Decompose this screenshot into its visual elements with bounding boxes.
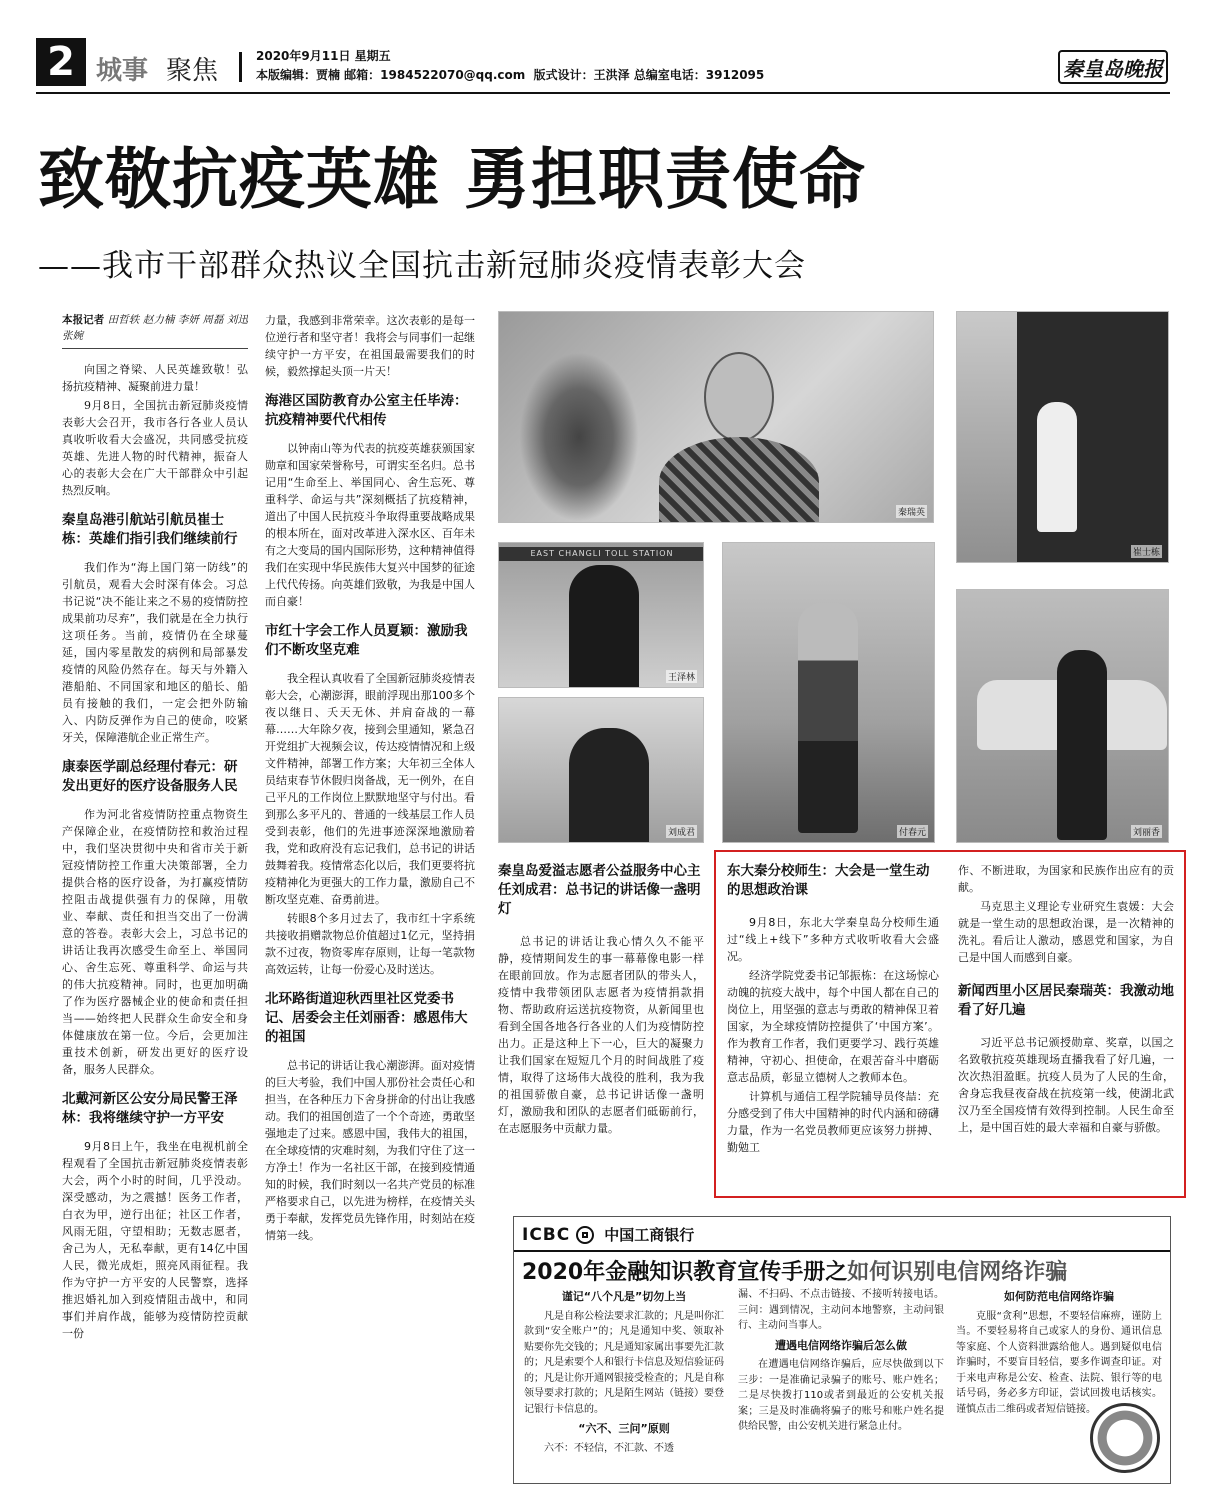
article-column-3 xyxy=(498,862,704,1192)
photo-cui-shidong xyxy=(956,311,1169,563)
issue-date: 2020年9月11日 星期五 xyxy=(256,49,391,63)
lead-paragraph-1: 向国之脊梁、人民英雄致敬！弘扬抗疫精神、凝聚前进力量！ xyxy=(62,363,248,393)
paragraph-wang: 9月8日上午，我坐在电视机前全程观看了全国抗击新冠肺炎疫情表彰大会，两个小时的时间，几乎没动。深受感动，为之震撼！医务工作者，白衣为甲，逆行出征；社区工作者，风雨无阻，守望相助；无数志愿者，舍己为人，无私奉献，更有14亿中国人民，微光成炬，照亮风雨征程。我作为守护一方平安的人民警察，选择推迟婚礼加入到疫情阻击战中，和同事们并肩作战，能够为疫情防控贡献一份 xyxy=(62,1140,248,1340)
ad-text-prevention: 克服“贪利”思想，不要轻信麻痹，谨防上当。不要轻易将自己或家人的身份、通讯信息等家庭、个人资料泄露给他人。遇到疑似电信诈骗时，不要盲目轻信，要多作调查印证。对于来电声称是公安、检查、法院、银行等的电话号码，务必多方印证，尝试回拨电话核实。谨慎点击二维码或者短信链接。 xyxy=(956,1310,1162,1415)
subhead-fu: 康泰医学副总经理付春元：研发出更好的医疗设备服务人民 xyxy=(62,759,238,794)
photo-caption: 刘丽香 xyxy=(1131,825,1162,838)
subhead-dongda: 东大秦分校师生：大会是一堂生动的思想政治课 xyxy=(727,863,930,898)
paragraph-liu: 总书记的讲话让我心潮澎湃。面对疫情的巨大考验，我们中国人那份社会责任心和担当，在各种压力下舍身拼命的付出让我感动。我们的祖国创造了一个个奇迹，勇敢坚强地走了过来。感恩中国，我伟大的祖国，在全球疫情的灾难时刻，为我们守住了这一方净土！作为一名社区干部，在接到疫情通知的时候，我们时刻以一名共产党员的标准严格要求自己，以先进为榜样，在疫情关头勇于奉献，发挥党员先锋作用，时刻站在疫情第一线。 xyxy=(265,1059,475,1242)
ad-text-response: 在遭遇电信网络诈骗后，应尽快做到以下三步：一是准确记录骗子的账号、账户姓名；二是尽快拨打110或者到最近的公安机关报案；三是及时准确将骗子的账号和账户姓名提供给民警，由公安机关进行紧急止付。 xyxy=(738,1359,944,1432)
bank-name: 中国工商银行 xyxy=(604,1226,695,1244)
photo-caption: 刘成君 xyxy=(666,825,697,838)
subhead-cui: 秦皇岛港引航站引航员崔士栋：英雄们指引我们继续前行 xyxy=(62,512,238,547)
ad-text-principle: 六不：不轻信，不汇款、不透 xyxy=(544,1442,674,1454)
photo-caption: 付春元 xyxy=(897,825,928,838)
paragraph-liu-chengjun: 总书记的讲话让我心情久久不能平静，疫情期间发生的事一幕幕像电影一样在眼前回放。作为志愿者团队的带头人，疫情中我带领团队志愿者为疫情捐款捐物、帮助政府运送抗疫物资，从新闻里也看到全国各地各行各业的人们为疫情防控出力。正是这种上下一心，巨大的凝聚力让我们国家在短短几个月的时间战胜了疫情，取得了这场伟大战役的胜利，我为我的祖国骄傲自豪，总书记讲话像一盏明灯，激励我和团队的志愿者们砥砺前行，在志愿服务中贡献力量。 xyxy=(498,935,704,1135)
ad-title-a: 2020年金融知识教育宣传手册之 xyxy=(522,1260,848,1285)
photo-qin-ruiying xyxy=(498,311,934,523)
photo-sweeper xyxy=(1057,650,1107,840)
paragraph-dongda-2: 经济学院党委书记邹振栋：在这场惊心动魄的抗疫大战中，每个中国人都在自己的岗位上，用坚强的意志与勇敢的精神保卫着国家，为全球疫情防控提供了‘中国方案’。作为教育工作者，我们更要学习、践行英雄精神，守初心、担使命，在艰苦奋斗中磨砺意志品质，彰显立德树人之教师本色。 xyxy=(727,969,939,1084)
page-number-box: 2 xyxy=(36,38,86,86)
paragraph-xia-2: 转眼8个多月过去了，我市红十字系统共接收捐赠款物总价值超过1亿元，坚持捐款不过夜，物资零库存原则，让每一笔款物高效运转，让每一份爱心及时送达。 xyxy=(265,912,475,976)
byline xyxy=(62,312,248,349)
icbc-logo xyxy=(522,1224,694,1245)
photo-caption: 王泽林 xyxy=(666,670,697,683)
lead-paragraph-2: 9月8日，全国抗击新冠肺炎疫情表彰大会召开，我市各行各业人员认真收听收看大会盛况，共同感受抗疫英雄、先进人物的时代精神，振奋人心的表彰大会在广大干部群众中引起热烈反响。 xyxy=(62,399,248,497)
paragraph-fu: 作为河北省疫情防控重点物资生产保障企业，在疫情防控和救治过程中，我们坚决贯彻中央和省市关于新冠疫情防控工作重大决策部署，全力提供合格的医疗设备，为打赢疫情防控阻击战提供强有力的保障，用敬业、奉献、责任和担当交出了一份满意的答卷。表彰大会上，习总书记的讲话让我再次感受生命至上、举国同心、舍生忘死、尊重科学、命运与共的伟大抗疫精神。同时，也更加明确了作为医疗器械企业的使命和责任担当——始终把人民群众生命安全和身体健康放在第一位。今后，会更加注重技术创新，研发出更好的医疗设备，服务人民群众。 xyxy=(62,808,248,1076)
paragraph-qin-ruiying: 习近平总书记颁授勋章、奖章，以国之名致敬抗疫英雄现场直播我看了好几遍，一次次热泪盈眶。抗疫人员为了人民的生命，舍身忘我昼夜奋战在抗疫第一线，使湖北武汉乃至全国疫情有效得到控制。人民生命至上，是中国百姓的最大幸福和自豪与骄傲。 xyxy=(958,1036,1174,1134)
paragraph-wang-cont: 力量，我感到非常荣幸。这次表彰的是每一位逆行者和坚守者！我将会与同事们一起继续守护一方平安，在祖国最需要我们的时候，毅然撑起头顶一片天！ xyxy=(265,314,475,378)
highlight-column-right xyxy=(958,862,1174,1192)
ad-heading-rules: 谨记“八个凡是”切勿上当 xyxy=(561,1290,687,1303)
ad-column-2 xyxy=(738,1287,944,1483)
section-label-a: 城事 xyxy=(96,56,149,86)
section-label-b: 聚焦 xyxy=(166,56,219,86)
ad-heading-principle: “六不、三问”原则 xyxy=(578,1422,670,1435)
highlight-column-left xyxy=(727,862,939,1192)
sub-headline: ——我市干部群众热议全国抗击新冠肺炎疫情表彰大会 xyxy=(38,248,806,284)
masthead-text: 秦皇岛晚报 xyxy=(1063,56,1163,81)
photo-person-face xyxy=(704,352,774,442)
ad-text-rules: 凡是自称公检法要求汇款的；凡是叫你汇款到“安全账户”的；凡是通知中奖、领取补贴要你先交钱的；凡是通知家属出事要先汇款的；凡是索要个人和银行卡信息及短信验证码的；凡是让你开通网银接受检查的；凡是自称领导要求打款的；凡是陌生网站（链接）要登记银行卡信息的。 xyxy=(524,1310,724,1415)
photo-wang-zelin xyxy=(498,542,704,688)
paragraph-bi: 以钟南山等为代表的抗疫英雄获颁国家勋章和国家荣誉称号，可谓实至名归。总书记用“生命至上、举国同心、舍生忘死、尊重科学、命运与共”深刻概括了抗疫精神，道出了中国人民抗疫斗争取得重要战略成果的根本所在，面对改革进入深水区、百年未有之大变局的国内国际形势，这种精神值得我们在实现中华民族伟大复兴中国梦的征途上代代传扬。向英雄们致敬，为我是中国人而自豪！ xyxy=(265,442,475,608)
article-column-1 xyxy=(62,312,248,1482)
subhead-xia: 市红十字会工作人员夏颖：激励我们不断攻坚克难 xyxy=(265,623,468,658)
ad-text-principle-cont: 漏、不扫码、不点击链接、不接听转接电话。三问：遇到情况，主动问本地警察，主动问银行、主动问当事人。 xyxy=(738,1289,944,1331)
ad-title xyxy=(522,1255,1067,1286)
ad-column-1 xyxy=(524,1285,724,1483)
ad-top-rule xyxy=(514,1250,1170,1252)
photo-liu-lixiang xyxy=(956,589,1169,843)
paragraph-cui: 我们作为“海上国门第一防线”的引航员，观看大会时深有体会。习总书记说“决不能让来之不易的疫情防控成果前功尽弃”，我们就是在全力执行这项任务。当前，疫情仍在全球蔓延，国内零星散发的病例和局部暴发疫情的风险仍然存在。每天与外籍入港船舶、不同国家和地区的船长、船员有接触的我们，一定会把外防输入、内防反弹作为自己的使命，咬紧牙关，保障港航企业正常生产。 xyxy=(62,561,248,744)
subhead-wang: 北戴河新区公安分局民警王泽林：我将继续守护一方平安 xyxy=(62,1091,238,1126)
masthead-logo xyxy=(1058,50,1168,84)
photo-volunteer xyxy=(798,603,858,833)
photo-liu-chengjun xyxy=(498,697,704,843)
paragraph-xia: 我全程认真收看了全国新冠肺炎疫情表彰大会，心潮澎湃，眼前浮现出那100多个夜以继日、夭天无休、并肩奋战的一幕幕……大年除夕夜，接到会里通知，紧急召开党组扩大视频会议，传达疫情情况和上级文件精神，部署工作方案；大年初三全体人员结束春节休假归岗备战，无一例外，在自己平凡的工作岗位上默默地坚守与付出。看到那么多平凡的、普通的一线基层工作人员受到表彰，他们的先进事迹深深地激励着我，党和政府没有忘记我们，总书记的讲话鼓舞着我。疫情常态化以后，我们更要将抗疫精神化为更强大的工作力量，激励自己不断攻坚克难、奋勇前进。 xyxy=(265,672,475,906)
subhead-liu-chengjun: 秦皇岛爱溢志愿者公益服务中心主任刘成君：总书记的讲话像一盏明灯 xyxy=(498,863,701,917)
photo-person-body xyxy=(659,437,819,523)
photo-man xyxy=(569,728,649,843)
photo-worker xyxy=(1037,402,1077,532)
ad-heading-prevention: 如何防范电信网络诈骗 xyxy=(1004,1290,1114,1303)
photo-toll-sign: EAST CHANGLI TOLL STATION xyxy=(499,547,704,561)
photo-officer xyxy=(569,565,639,688)
financial-education-badge-icon xyxy=(1090,1403,1160,1473)
editor-line: 本版编辑：贾楠 邮箱：1984522070@qq.com 版式设计：王洪泽 总编室电话：3912095 xyxy=(256,68,765,82)
photo-caption: 崔士栋 xyxy=(1131,545,1162,558)
paragraph-yuan: 马克思主义理论专业研究生袁媛：大会就是一堂生动的思想政治课，是一次精神的洗礼。看后让人激动，感恩党和国家，为自己是中国人而感到自豪。 xyxy=(958,900,1174,964)
header-divider xyxy=(239,52,242,82)
photo-fu-chunyuan xyxy=(722,542,935,843)
paragraph-dongda-3-cont: 作、不断进取，为国家和民族作出应有的贡献。 xyxy=(958,864,1174,894)
header-rule xyxy=(36,92,1170,94)
photo-caption: 秦瑞英 xyxy=(896,505,927,518)
main-headline: 致敬抗疫英雄 勇担职责使命 xyxy=(38,141,866,218)
icbc-advertisement xyxy=(513,1216,1171,1484)
paragraph-dongda-1: 9月8日，东北大学秦皇岛分校师生通过“线上+线下”多种方式收听收看大会盛况。 xyxy=(727,916,939,963)
byline-label: 本报记者 xyxy=(62,314,105,326)
ad-heading-response: 遭遇电信网络诈骗后怎么做 xyxy=(775,1338,907,1352)
subhead-bi: 海港区国防教育办公室主任毕涛：抗疫精神要代代相传 xyxy=(265,393,468,428)
photo-plant xyxy=(519,352,639,522)
article-column-2 xyxy=(265,312,475,1482)
ad-title-b: 如何识别电信网络诈骗 xyxy=(847,1260,1068,1285)
subhead-liu: 北环路街道迎秋西里社区党委书记、居委会主任刘丽香：感恩伟大的祖国 xyxy=(265,991,468,1045)
icbc-logo-text: ICBC xyxy=(522,1224,571,1245)
subhead-qin-ruiying: 新闻西里小区居民秦瑞英：我激动地看了好几遍 xyxy=(958,983,1174,1018)
byline-names: 田哲轶 赵力楠 李妍 周磊 刘迅 张婉 xyxy=(62,314,248,342)
paragraph-dongda-3: 计算机与通信工程学院辅导员佟喆：充分感受到了伟大中国精神的时代内涵和磅礴力量，作为一名党员教师更应该努力拼搏、勤勉工 xyxy=(727,1090,939,1154)
icbc-emblem-icon xyxy=(576,1226,594,1244)
